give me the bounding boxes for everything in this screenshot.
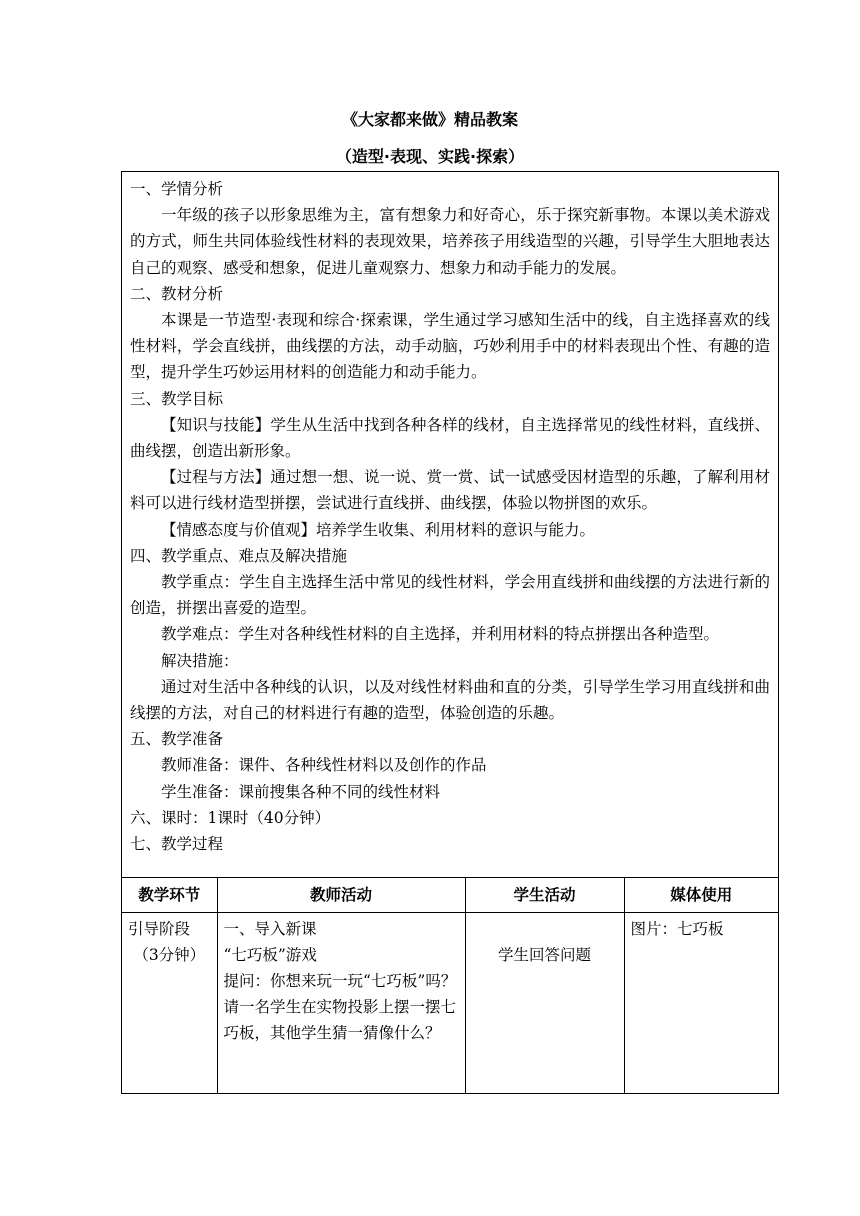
- section-heading-duration: 六、课时：1课时（40分钟）: [130, 808, 331, 827]
- textbook-paragraph: 本课是一节造型·表现和综合·探索课，学生通过学习感知生活中的线，自主选择喜欢的线性材料，学会直线拼，曲线摆的方法，动手动脑，巧妙利用手中的材料表现出个性、有趣的造型，提升学生巧妙运用材料的创造能力和动手能力。: [130, 311, 770, 382]
- header-student-activity: 学生活动: [465, 878, 624, 913]
- section-heading-preparation: 五、教学准备: [130, 730, 224, 749]
- stage-time: （3分钟）: [133, 946, 206, 964]
- analysis-paragraph: 一年级的孩子以形象思维为主，富有想象力和好奇心，乐于探究新事物。本课以美术游戏的方式，师生共同体验线性材料的表现效果，培养孩子用线造型的兴趣，引导学生大胆地表达自己的观察、感受和想象，促进儿童观察力、想象力和动手能力的发展。: [130, 206, 770, 277]
- student-activity-cell: [465, 913, 624, 1094]
- process-header-row: [122, 878, 778, 913]
- teacher-step-2: “七巧板”游戏: [223, 946, 317, 964]
- stage-cell: [122, 913, 217, 1094]
- lesson-overview-cell: [122, 172, 778, 877]
- section-heading-process: 七、教学过程: [130, 835, 224, 854]
- section-heading-textbook: 二、教材分析: [130, 284, 224, 303]
- header-media: 媒体使用: [624, 878, 778, 913]
- teacher-step-1: 一、导入新课: [223, 920, 317, 938]
- preparation-teacher: 教师准备：课件、各种线性材料以及创作的作品: [161, 756, 487, 775]
- stage-name: 引导阶段: [128, 920, 191, 938]
- section-heading-keypoints: 四、教学重点、难点及解决措施: [130, 546, 348, 565]
- keypoint-solution: 通过对生活中各种线的认识，以及对线性材料曲和直的分类，引导学生学习用直线拼和曲线摆的方法，对自己的材料进行有趣的造型，体验创造的乐趣。: [130, 677, 770, 723]
- header-teacher-activity: 教师活动: [217, 878, 465, 913]
- keypoint-difficulty: 教学难点：学生对各种线性材料的自主选择，并利用材料的特点拼摆出各种造型。: [161, 625, 720, 644]
- keypoint-focus: 教学重点：学生自主选择生活中常见的线性材料，学会用直线拼和曲线摆的方法进行新的创造，拼摆出喜爱的造型。: [130, 573, 770, 618]
- teacher-activity-cell: [217, 913, 465, 1094]
- preparation-student: 学生准备：课前搜集各种不同的线性材料: [161, 782, 441, 801]
- teacher-step-3: 提问：你想来玩一玩“七巧板”吗？: [223, 972, 457, 990]
- objective-process: 【过程与方法】通过想一想、说一说、赏一赏、试一试感受因材造型的乐趣，了解利用材料可以进行线材造型拼摆，尝试进行直线拼、曲线摆，体验以物拼图的欢乐。: [130, 468, 770, 513]
- header-stage: 教学环节: [122, 878, 217, 913]
- table-row: [122, 913, 778, 1094]
- objective-knowledge: 【知识与技能】学生从生活中找到各种各样的线材，自主选择常见的线性材料，直线拼、曲线摆，创造出新形象。: [130, 415, 770, 461]
- document-subtitle: （造型·表现、实践·探索）: [335, 147, 525, 166]
- lesson-plan-table: [121, 171, 779, 1094]
- media-text: 图片：七巧板: [630, 920, 724, 938]
- media-cell: [624, 913, 778, 1094]
- document-title: 《大家都来做》精品教案: [341, 110, 518, 129]
- student-activity-text: 学生回答问题: [497, 946, 591, 964]
- keypoint-solution-label: 解决措施：: [161, 651, 239, 670]
- process-table: [122, 877, 778, 1093]
- section-heading-objectives: 三、教学目标: [130, 389, 224, 408]
- teacher-step-4: 请一名学生在实物投影上摆一摆七巧板，其他学生猜一猜像什么？: [223, 998, 457, 1042]
- section-heading-analysis: 一、学情分析: [130, 180, 224, 198]
- objective-attitude: 【情感态度与价值观】培养学生收集、利用材料的意识与能力。: [161, 520, 596, 539]
